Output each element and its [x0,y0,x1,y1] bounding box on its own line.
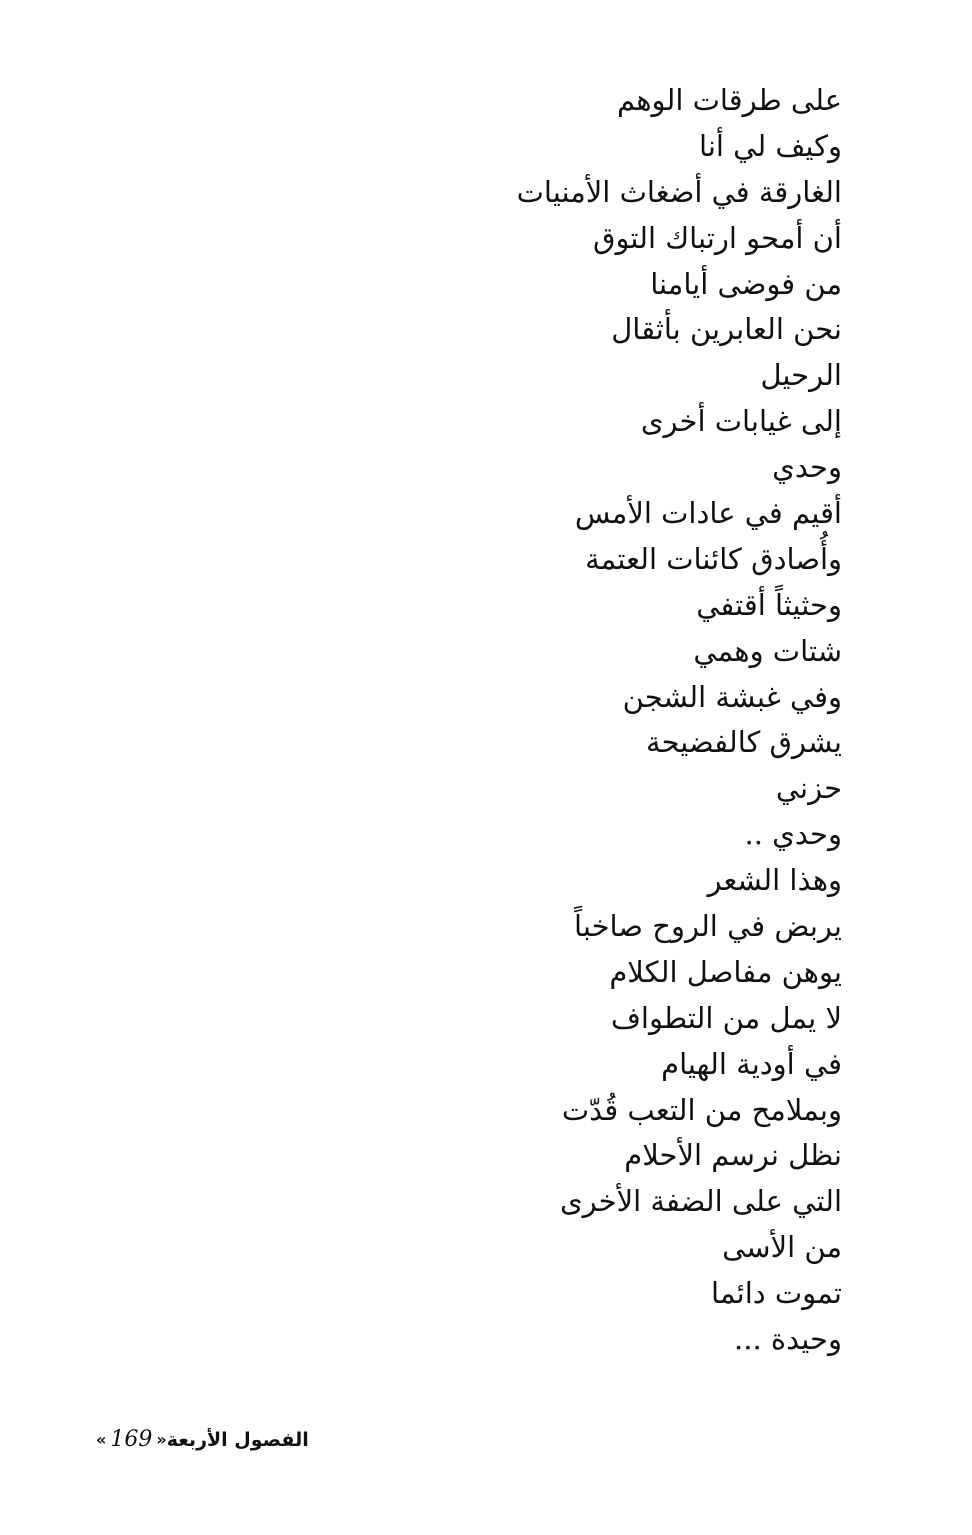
poem-line: وفي غبشة الشجن [622,679,842,714]
poem-line: من الأسى [722,1230,842,1265]
poem-line: وبملامح من التعب قُدّت [561,1092,842,1127]
poem-line: تموت دائما [711,1276,842,1311]
poem-line: من فوضى أيامنا [650,266,842,301]
poem-line: على طرقات الوهم [616,83,842,117]
close-quote: » [96,1430,107,1449]
poem-line: نظل نرسم الأحلام [624,1138,842,1173]
poem-line: حزني [775,771,842,806]
poem-line: يوهن مفاصل الكلام [609,954,842,989]
poem-text [282,78,842,1363]
poem-line: في أودية الهيام [661,1046,842,1081]
poem-line: وحدي [772,450,842,485]
poem-line: وحدي .. [744,817,842,852]
poem-line: أقيم في عادات الأمس [574,496,842,531]
open-quote: « [156,1430,167,1449]
poem-line: وحيدة ... [734,1322,842,1357]
poem-line: الرحيل [760,358,842,393]
poem-line: يشرق كالفضيحة [646,725,842,760]
poem-line: لا يمل من التطواف [610,1000,842,1035]
poem-line: وكيف لي أنا [699,128,842,163]
poem-line: شتات وهمي [693,633,842,668]
poem-line: يربض في الروح صاخباً [574,909,842,944]
poem-line: نحن العابرين بأثقال [611,312,842,347]
poem-line: الغارقة في أضغاث الأمنيات [516,174,842,209]
poem-line: وهذا الشعر [707,863,842,898]
poem-line: وأُصادق كائنات العتمة [585,541,842,576]
poem-line: التي على الضفة الأخرى [559,1184,842,1219]
poem-line: إلى غيابات أخرى [640,404,842,439]
poem-line: أن أمحو ارتباك التوق [592,220,842,255]
page-number: 169 [110,1427,153,1452]
page-footer [96,1424,309,1456]
poem-line: وحثيثاً أقتفي [696,587,842,622]
journal-title: الفصول الأربعة [166,1429,309,1451]
